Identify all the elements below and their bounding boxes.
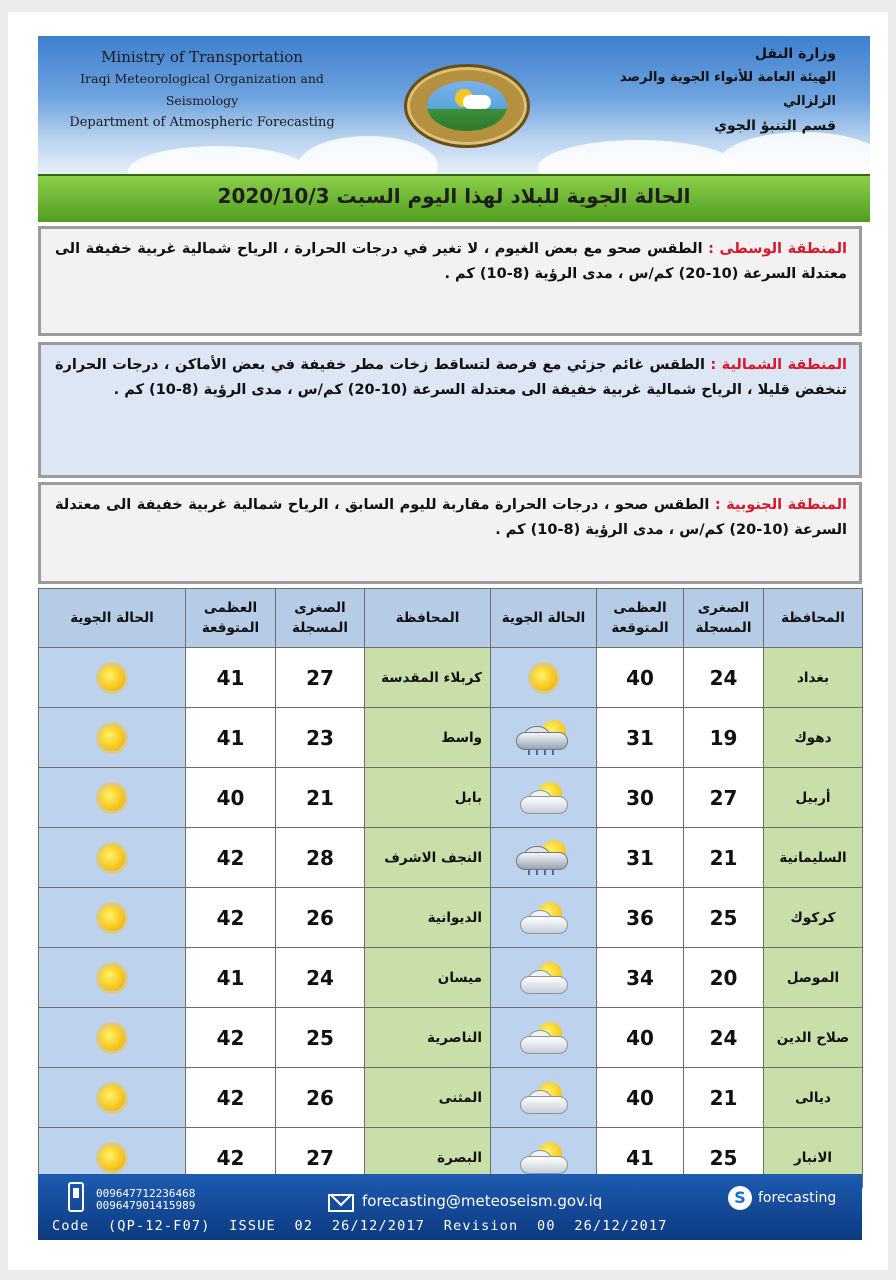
max-temp-cell: 40: [597, 648, 684, 708]
condition-cell: [39, 888, 186, 948]
min-temp-cell: 24: [684, 1008, 764, 1068]
arabic-org-name: [576, 42, 836, 138]
header-max: العظمى المتوقعة: [597, 589, 684, 648]
header-max: العظمى المتوقعة: [186, 589, 276, 648]
sun-icon: [527, 661, 561, 695]
cloud-decoration: [538, 140, 738, 174]
min-temp-cell: 19: [684, 708, 764, 768]
condition-cell: [491, 1008, 597, 1068]
partly-cloudy-icon: [516, 1142, 572, 1174]
min-temp-cell: 25: [276, 1008, 365, 1068]
governorate-cell: دهوك: [764, 708, 863, 768]
rain-cloud-icon: [514, 840, 574, 876]
max-temp-cell: 31: [597, 708, 684, 768]
max-temp-cell: 34: [597, 948, 684, 1008]
cloud-decoration: [298, 136, 438, 174]
sun-icon: [95, 1021, 129, 1055]
english-org-name: [52, 46, 352, 134]
condition-cell: [491, 1068, 597, 1128]
table-row: [39, 648, 863, 708]
min-temp-cell: 24: [684, 648, 764, 708]
table-row: [39, 828, 863, 888]
max-temp-cell: 30: [597, 768, 684, 828]
table-row: [39, 888, 863, 948]
partly-cloudy-icon: [516, 782, 572, 814]
max-temp-cell: 42: [186, 1068, 276, 1128]
condition-cell: [39, 1068, 186, 1128]
max-temp-cell: 41: [597, 1128, 684, 1188]
min-temp-cell: 27: [276, 1128, 365, 1188]
governorate-cell: النجف الاشرف: [365, 828, 491, 888]
header-min: الصغرى المسجلة: [684, 589, 764, 648]
condition-cell: [39, 948, 186, 1008]
table-row: [39, 1008, 863, 1068]
max-temp-cell: 31: [597, 828, 684, 888]
max-temp-cell: 40: [597, 1008, 684, 1068]
sun-icon: [95, 901, 129, 935]
max-temp-cell: 41: [186, 948, 276, 1008]
condition-cell: [39, 828, 186, 888]
condition-cell: [491, 828, 597, 888]
governorate-cell: الناصرية: [365, 1008, 491, 1068]
min-temp-cell: 25: [684, 888, 764, 948]
min-temp-cell: 28: [276, 828, 365, 888]
rain-cloud-icon: [514, 720, 574, 756]
header-condition: الحالة الجوية: [39, 589, 186, 648]
region-south: [38, 482, 862, 584]
min-temp-cell: 20: [684, 948, 764, 1008]
sun-icon: [95, 721, 129, 755]
sun-icon: [95, 781, 129, 815]
sun-icon: [95, 1141, 129, 1175]
governorate-cell: واسط: [365, 708, 491, 768]
max-temp-cell: 41: [186, 708, 276, 768]
condition-cell: [491, 768, 597, 828]
max-temp-cell: 42: [186, 1008, 276, 1068]
max-temp-cell: 36: [597, 888, 684, 948]
region-central: [38, 226, 862, 336]
min-temp-cell: 21: [684, 1068, 764, 1128]
governorate-cell: السليمانية: [764, 828, 863, 888]
min-temp-cell: 26: [276, 1068, 365, 1128]
phone-number: 009647712236468: [96, 1187, 196, 1200]
region-name: المنطقة الجنوبية :: [714, 497, 847, 513]
table-row: [39, 948, 863, 1008]
table-row: [39, 768, 863, 828]
min-temp-cell: 21: [276, 768, 365, 828]
partly-cloudy-icon: [516, 902, 572, 934]
sun-icon: [95, 661, 129, 695]
department-name-en: Department of Atmospheric Forecasting: [69, 115, 335, 130]
governorate-cell: ديالى: [764, 1068, 863, 1128]
governorate-cell: كربلاء المقدسة: [365, 648, 491, 708]
governorate-cell: الموصل: [764, 948, 863, 1008]
min-temp-cell: 25: [684, 1128, 764, 1188]
sun-icon: [95, 841, 129, 875]
partly-cloudy-icon: [516, 1022, 572, 1054]
min-temp-cell: 24: [276, 948, 365, 1008]
email-address: forecasting@meteoseism.gov.iq: [362, 1192, 603, 1210]
condition-cell: [491, 948, 597, 1008]
table-row: [39, 708, 863, 768]
header-governorate: المحافظة: [764, 589, 863, 648]
phone-number: 009647901415989: [96, 1199, 196, 1212]
header-condition: الحالة الجوية: [491, 589, 597, 648]
governorate-cell: ميسان: [365, 948, 491, 1008]
partly-cloudy-icon: [516, 962, 572, 994]
governorate-cell: صلاح الدين: [764, 1008, 863, 1068]
title-bar: [38, 174, 870, 222]
condition-cell: [491, 648, 597, 708]
weather-table: [38, 588, 863, 1188]
phone-numbers: [96, 1188, 195, 1212]
max-temp-cell: 42: [186, 828, 276, 888]
ministry-name-en: Ministry of Transportation: [101, 48, 303, 66]
min-temp-cell: 26: [276, 888, 365, 948]
region-forecast: الطقس صحو ، درجات الحرارة مقاربة لليوم السابق ، الرياح شمالية غربية خفيفة الى معتدلة السرعة (10-20) كم/س ، مدى الرؤية (8-10) كم .: [55, 497, 847, 538]
min-temp-cell: 23: [276, 708, 365, 768]
governorate-cell: أربيل: [764, 768, 863, 828]
region-north: [38, 342, 862, 478]
max-temp-cell: 42: [186, 1128, 276, 1188]
condition-cell: [491, 708, 597, 768]
condition-cell: [39, 1008, 186, 1068]
department-name-ar: قسم التنبؤ الجوي: [714, 118, 836, 134]
min-temp-cell: 27: [276, 648, 365, 708]
governorate-cell: كركوك: [764, 888, 863, 948]
organization-logo: [404, 64, 530, 148]
condition-cell: [39, 708, 186, 768]
header-min: الصغرى المسجلة: [276, 589, 365, 648]
header-governorate: المحافظة: [365, 589, 491, 648]
min-temp-cell: 21: [684, 828, 764, 888]
sun-icon: [95, 961, 129, 995]
cloud-decoration: [718, 132, 870, 174]
page-title: الحالة الجوية للبلاد لهذا اليوم السبت 2020/10/3: [217, 184, 691, 208]
cloud-decoration: [128, 146, 308, 174]
governorate-cell: الديوانية: [365, 888, 491, 948]
document-code: Code (QP-12-F07) ISSUE 02 26/12/2017 Revision 00 26/12/2017: [52, 1218, 668, 1234]
sun-icon: [95, 1081, 129, 1115]
governorate-cell: البصرة: [365, 1128, 491, 1188]
header-banner: [38, 36, 870, 174]
phone-icon: [68, 1182, 84, 1212]
organization-name-en: Iraqi Meteorological Organization and Seismology: [80, 71, 324, 108]
region-forecast: الطقس صحو مع بعض الغيوم ، لا تغير في درجات الحرارة ، الرياح شمالية غربية خفيفة الى معتدلة السرعة (10-20) كم/س ، مدى الرؤية (8-10) كم .: [55, 241, 847, 282]
organization-name-ar: الهيئة العامة للأنواء الجوية والرصد الزلزالي: [619, 70, 836, 109]
footer-bar: [38, 1174, 862, 1240]
ministry-name-ar: وزارة النقل: [754, 46, 836, 62]
min-temp-cell: 27: [684, 768, 764, 828]
max-temp-cell: 41: [186, 648, 276, 708]
max-temp-cell: 40: [597, 1068, 684, 1128]
governorate-cell: المثنى: [365, 1068, 491, 1128]
skype-icon: S: [728, 1186, 752, 1210]
partly-cloudy-icon: [516, 1082, 572, 1114]
mail-icon: [328, 1194, 354, 1212]
region-forecast: الطقس غائم جزئي مع فرصة لتساقط زخات مطر خفيفة في بعض الأماكن ، درجات الحرارة تنخفض قليلا ، الرياح شمالية غربية خفيفة الى معتدلة السرعة (10-20) كم/س ، مدى الرؤية (8-10) كم .: [55, 357, 847, 398]
table-header-row: [39, 589, 863, 648]
skype-handle: forecasting: [758, 1190, 837, 1206]
table-row: [39, 1068, 863, 1128]
max-temp-cell: 42: [186, 888, 276, 948]
governorate-cell: بغداد: [764, 648, 863, 708]
governorate-cell: بابل: [365, 768, 491, 828]
condition-cell: [491, 888, 597, 948]
condition-cell: [39, 648, 186, 708]
governorate-cell: الانبار: [764, 1128, 863, 1188]
region-name: المنطقة الوسطى :: [708, 241, 847, 257]
region-name: المنطقة الشمالية :: [710, 357, 848, 373]
condition-cell: [39, 768, 186, 828]
max-temp-cell: 40: [186, 768, 276, 828]
